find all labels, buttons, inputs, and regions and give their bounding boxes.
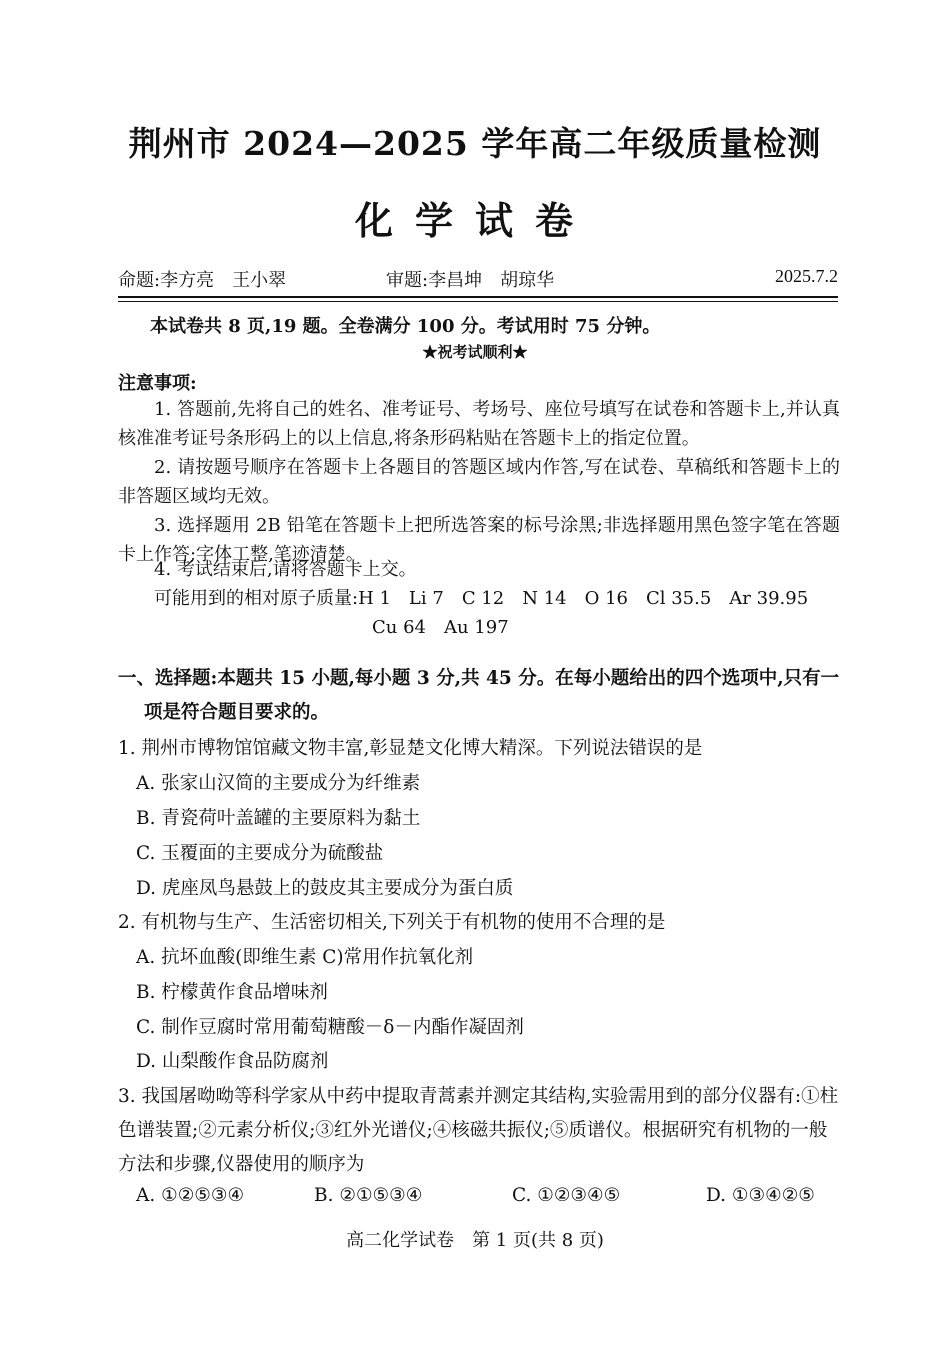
- exam-subtitle: 化学试卷: [354, 198, 595, 243]
- proposers: 命题:李方亮 王小翠: [118, 270, 287, 291]
- question-3-stem: 3. 我国屠呦呦等科学家从中药中提取青蒿素并测定其结构,实验需用到的部分仪器有:①柱色谱装置;②元素分析仪;③红外光谱仪;④核磁共振仪;⑤质谱仪。根据研究有机物的一般方法和步骤,仪器使用的顺序为: [118, 1086, 839, 1175]
- reviewers: 审题:李昌坤 胡琼华: [386, 270, 555, 291]
- question-1-option-c: C. 玉覆面的主要成分为硫酸盐: [136, 843, 384, 864]
- question-2-stem: 2. 有机物与生产、生活密切相关,下列关于有机物的使用不合理的是: [118, 912, 666, 933]
- header-divider-thick: [118, 296, 838, 298]
- question-1-option-d: D. 虎座凤鸟悬鼓上的鼓皮其主要成分为蛋白质: [136, 878, 514, 899]
- question-3-option-d: D. ①③④②⑤: [706, 1185, 815, 1206]
- section-heading-line2: 项是符合题目要求的。: [144, 702, 330, 723]
- question-2-option-d: D. 山梨酸作食品防腐剂: [136, 1051, 329, 1072]
- question-1-stem: 1. 荆州市博物馆馆藏文物丰富,彰显楚文化博大精深。下列说法错误的是: [118, 738, 703, 759]
- question-1-option-a: A. 张家山汉简的主要成分为纤维素: [136, 773, 421, 794]
- good-luck-banner: ★祝考试顺利★: [422, 343, 528, 361]
- question-2-option-b: B. 柠檬黄作食品增味剂: [136, 982, 328, 1003]
- notes-title: 注意事项:: [118, 373, 197, 394]
- page-footer: 高二化学试卷 第 1 页(共 8 页): [346, 1230, 604, 1251]
- section-heading-line1: 一、选择题:本题共 15 小题,每小题 3 分,共 45 分。在每小题给出的四个选项中,只有一: [118, 668, 840, 689]
- question-3-option-c: C. ①②③④⑤: [512, 1185, 621, 1206]
- note-4: 4. 考试结束后,请将答题卡上交。: [154, 559, 417, 580]
- question-3-options: [136, 1185, 836, 1219]
- note-3: 3. 选择题用 2B 铅笔在答题卡上把所选答案的标号涂黑;非选择题用黑色签字笔在答题卡上作答;字体工整,笔迹清楚。: [118, 515, 840, 565]
- atomic-masses-line2: Cu 64 Au 197: [372, 617, 509, 638]
- note-2: 2. 请按题号顺序在答题卡上各题目的答题区域内作答,写在试卷、草稿纸和答题卡上的非答题区域均无效。: [118, 457, 840, 507]
- atomic-masses-line1: 可能用到的相对原子质量:H 1 Li 7 C 12 N 14 O 16 Cl 35.5 Ar 39.95: [154, 588, 809, 609]
- question-3-option-b: B. ②①⑤③④: [314, 1185, 423, 1206]
- exam-date: 2025.7.2: [775, 266, 838, 286]
- question-2-option-c: C. 制作豆腐时常用葡萄糖酸－δ－内酯作凝固剂: [136, 1017, 524, 1038]
- question-1-option-b: B. 青瓷荷叶盖罐的主要原料为黏土: [136, 808, 421, 829]
- section-heading: [118, 662, 840, 730]
- header-divider-thin: [118, 301, 838, 302]
- exam-title: 荆州市 2024—2025 学年高二年级质量检测: [128, 124, 822, 163]
- exam-info: 本试卷共 8 页,19 题。全卷满分 100 分。考试用时 75 分钟。: [150, 316, 661, 337]
- question-3-option-a: A. ①②⑤③④: [136, 1185, 245, 1206]
- question-2-option-a: A. 抗坏血酸(即维生素 C)常用作抗氧化剂: [136, 947, 474, 968]
- author-line: [118, 266, 838, 292]
- atomic-masses: [154, 584, 844, 642]
- note-1: 1. 答题前,先将自己的姓名、准考证号、考场号、座位号填写在试卷和答题卡上,并认真核准准考证号条形码上的以上信息,将条形码粘贴在答题卡上的指定位置。: [118, 399, 840, 449]
